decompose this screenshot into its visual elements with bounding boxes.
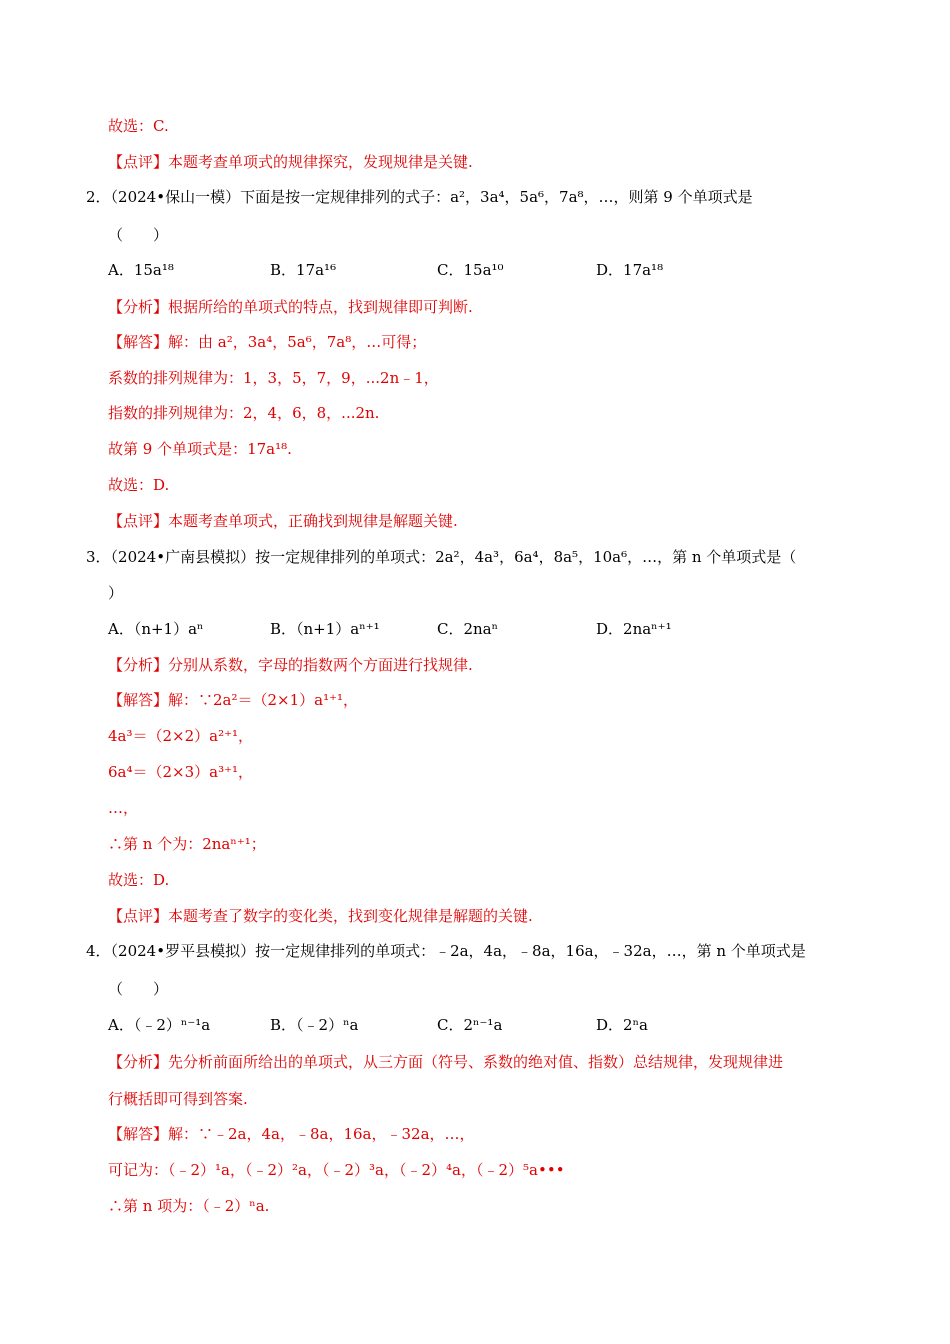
q3-conclusion: ∴第 n 个为：2naⁿ⁺¹； [108, 835, 266, 853]
q1-choose: 故选：C. [108, 117, 169, 135]
q3-solution: 【解答】解：∵2a²＝（2×1）a¹⁺¹， [108, 691, 359, 709]
q2-option-a: A．15a¹⁸ [108, 261, 174, 279]
q4-paren: （ ） [108, 980, 169, 998]
q2-choose: 故选：D. [108, 476, 170, 494]
q2-exp-rule: 指数的排列规律为：2，4，6，8，...2n. [108, 404, 380, 422]
q4-option-c: C．2ⁿ⁻¹a [437, 1016, 503, 1034]
q3-option-c: C．2naⁿ [437, 620, 499, 638]
q3-step4: …， [108, 799, 139, 817]
q3-step3: 6a⁴＝（2×3）a³⁺¹， [108, 763, 254, 781]
q4-rewrite: 可记为：（﹣2）¹a，（﹣2）²a，（﹣2）³a，（﹣2）⁴a，（﹣2）⁵a••• [108, 1161, 565, 1179]
q2-analysis: 【分析】根据所给的单项式的特点，找到规律即可判断. [108, 298, 473, 316]
q2-option-c: C．15a¹⁰ [437, 261, 504, 279]
q2-coef-rule: 系数的排列规律为：1，3，5，7，9，...2n﹣1， [108, 369, 439, 387]
q2-ninth: 故第 9 个单项式是：17a¹⁸. [108, 440, 292, 458]
q3-analysis: 【分析】分别从系数，字母的指数两个方面进行找规律. [108, 656, 473, 674]
q2-option-b: B．17a¹⁶ [270, 261, 337, 279]
q4-conclusion: ∴第 n 项为：（﹣2）ⁿa. [108, 1197, 270, 1215]
q4-solution: 【解答】解：∵﹣2a，4a，﹣8a，16a，﹣32a，…， [108, 1125, 475, 1143]
q3-option-a: A．（n+1）aⁿ [108, 620, 204, 638]
q4-analysis-line2: 行概括即可得到答案. [108, 1090, 248, 1108]
q4-option-b: B．（﹣2）ⁿa [270, 1016, 359, 1034]
q4-option-a: A．（﹣2）ⁿ⁻¹a [108, 1016, 211, 1034]
q3-option-b: B．（n+1）aⁿ⁺¹ [270, 620, 380, 638]
q4-option-d: D．2ⁿa [596, 1016, 649, 1034]
q2-paren: （ ） [108, 226, 169, 244]
q3-step2: 4a³＝（2×2）a²⁺¹， [108, 727, 254, 745]
q1-comment: 【点评】本题考查单项式的规律探究，发现规律是关键. [108, 153, 473, 171]
q4-analysis-line1: 【分析】先分析前面所给出的单项式，从三方面（符号、系数的绝对值、指数）总结规律，发现规律进 [108, 1053, 784, 1071]
q3-stem: 3．（2024•广南县模拟）按一定规律排列的单项式：2a²，4a³，6a⁴，8a⁵，10a⁶，…，第 n 个单项式是（ [86, 548, 797, 566]
q2-comment: 【点评】本题考查单项式，正确找到规律是解题关键. [108, 512, 458, 530]
q2-solution: 【解答】解：由 a²，3a⁴，5a⁶，7a⁸，…可得； [108, 333, 427, 351]
q3-comment: 【点评】本题考查了数字的变化类，找到变化规律是解题的关键. [108, 907, 533, 925]
q3-paren-close: ） [108, 584, 124, 602]
q3-choose: 故选：D. [108, 871, 170, 889]
q2-option-d: D．17a¹⁸ [596, 261, 664, 279]
q3-option-d: D．2naⁿ⁺¹ [596, 620, 672, 638]
q4-stem: 4．（2024•罗平县模拟）按一定规律排列的单项式：﹣2a，4a，﹣8a，16a，﹣32a，…，第 n 个单项式是 [86, 942, 806, 960]
q2-stem: 2．（2024•保山一模）下面是按一定规律排列的式子：a²，3a⁴，5a⁶，7a⁸，…，则第 9 个单项式是 [86, 188, 753, 206]
